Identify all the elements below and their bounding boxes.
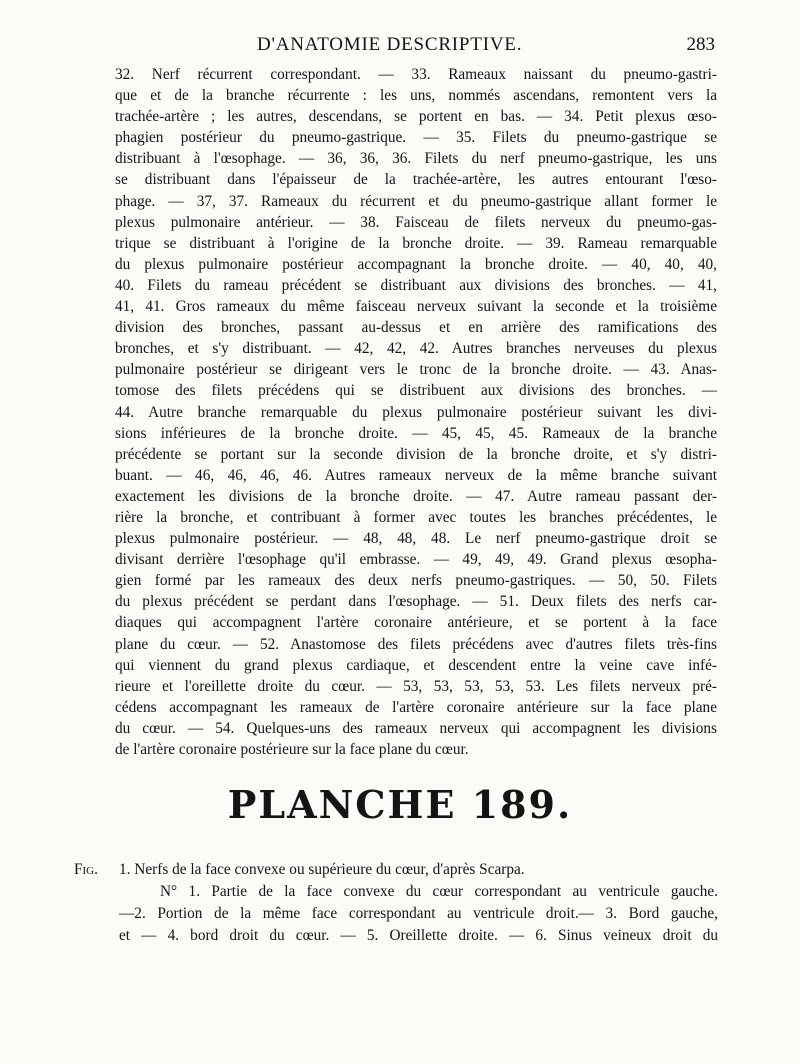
text-line: plexus pulmonaire postérieur. — 48, 48, 48. Le nerf pneumo-gastrique droit se: [115, 530, 717, 548]
text-line: sions inférieures de la bronche droite. — 45, 45, 45. Rameaux de la branche: [115, 424, 717, 442]
figure-legend-line: N° 1. Partie de la face convexe du cœur correspondant au ventricule gauche.: [160, 883, 718, 900]
text-line: du plexus pulmonaire postérieur accompagnant la bronche droite. — 40, 40, 40,: [115, 255, 717, 273]
text-line: gien formé par les rameaux des deux nerfs pneumo-gastriques. — 50, 50. Filets: [115, 572, 717, 590]
page-number: 283: [686, 34, 715, 55]
text-line: division des bronches, passant au-dessus et en arrière des ramifications des: [115, 319, 717, 337]
text-line: que et de la branche récurrente : les uns, nommés ascendans, remontent vers la: [115, 87, 717, 105]
text-line: bronches, et s'y distribuant. — 42, 42, 42. Autres branches nerveuses du plexus: [115, 340, 717, 358]
text-line: rieure et l'oreillette droite du cœur. — 53, 53, 53, 53, 53. Les filets nerveux pré-: [115, 677, 717, 695]
text-line: diaques qui accompagnent l'artère coronaire antérieure, et se portent à la face: [115, 614, 717, 632]
text-line: tomose des filets précédens qui se distribuent aux divisions des bronches. —: [115, 382, 717, 400]
text-line: trique se distribuant à l'origine de la bronche droite. — 39. Rameau remarquable: [115, 234, 717, 252]
text-line: divisant derrière l'œsophage qu'il embrasse. — 49, 49, 49. Grand plexus œsopha-: [115, 551, 717, 569]
text-line: pulmonaire postérieur se dirigeant vers le tronc de la bronche droite. — 43. Anas-: [115, 361, 717, 379]
text-line: buant. — 46, 46, 46, 46. Autres rameaux nerveux de la même branche suivant: [115, 466, 717, 484]
figure-legend-line: —2. Portion de la même face correspondant au ventricule droit.— 3. Bord gauche,: [119, 905, 718, 922]
figure-heading: [74, 859, 718, 881]
text-line: de l'artère coronaire postérieure sur la face plane du cœur.: [115, 741, 469, 758]
running-title: D'ANATOMIE DESCRIPTIVE.: [257, 34, 523, 55]
figure-legend: [74, 859, 718, 947]
text-line: 40. Filets du rameau précédent se distribuant aux divisions des bronches. — 41,: [115, 276, 717, 294]
text-line: trachée-artère ; les autres, descendans, se portent en bas. — 34. Petit plexus œso-: [115, 108, 717, 126]
text-line: plexus pulmonaire antérieur. — 38. Faisceau de filets nerveux du pneumo-gas-: [115, 213, 717, 231]
text-line: 41, 41. Gros rameaux du même faisceau nerveux suivant la seconde et la troisième: [115, 298, 717, 316]
figure-legend-line: et — 4. bord droit du cœur. — 5. Oreillette droite. — 6. Sinus veineux droit du: [119, 927, 718, 944]
text-line: phagien postérieur du pneumo-gastrique. — 35. Filets du pneumo-gastrique se: [115, 129, 717, 147]
text-line: rière la bronche, et contribuant à former avec toutes les branches précédentes, le: [115, 508, 717, 526]
text-line: cédens accompagnant les rameaux de l'artère coronaire antérieure sur la face plane: [115, 698, 717, 716]
text-line: 32. Nerf récurrent correspondant. — 33. Rameaux naissant du pneumo-gastri-: [115, 66, 717, 83]
text-line: phage. — 37, 37. Rameaux du récurrent et du pneumo-gastrique allant former le: [115, 192, 717, 210]
body-text: [115, 64, 717, 760]
text-line: exactement les divisions de la bronche droite. — 47. Autre rameau passant der-: [115, 487, 717, 505]
figure-caption: 1. Nerfs de la face convexe ou supérieure du cœur, d'après Scarpa.: [119, 861, 525, 878]
text-line: du cœur. — 54. Quelques-uns des rameaux nerveux qui accompagnent les divisions: [115, 719, 717, 737]
text-line: distribuant à l'œsophage. — 36, 36, 36. Filets du nerf pneumo-gastrique, les uns: [115, 150, 717, 168]
plate-title: PLANCHE 189.: [227, 782, 573, 827]
text-line: qui viennent du grand plexus cardiaque, et descendent entre la veine cave infé-: [115, 656, 717, 674]
text-line: plane du cœur. — 52. Anastomose des filets précédens avec d'autres filets très-fins: [115, 635, 717, 653]
text-line: du plexus précédent se perdant dans l'œsophage. — 51. Deux filets des nerfs car-: [115, 593, 717, 611]
text-line: se distribuant dans l'épaisseur de la trachée-artère, les autres entourant l'œso-: [115, 171, 717, 189]
text-line: 44. Autre branche remarquable du plexus pulmonaire postérieur suivant les divi-: [115, 403, 717, 421]
text-line: précédente se portant sur la seconde division de la bronche droite, et s'y distri-: [115, 445, 717, 463]
figure-label: Fig.: [74, 861, 98, 878]
running-head: [115, 34, 715, 60]
